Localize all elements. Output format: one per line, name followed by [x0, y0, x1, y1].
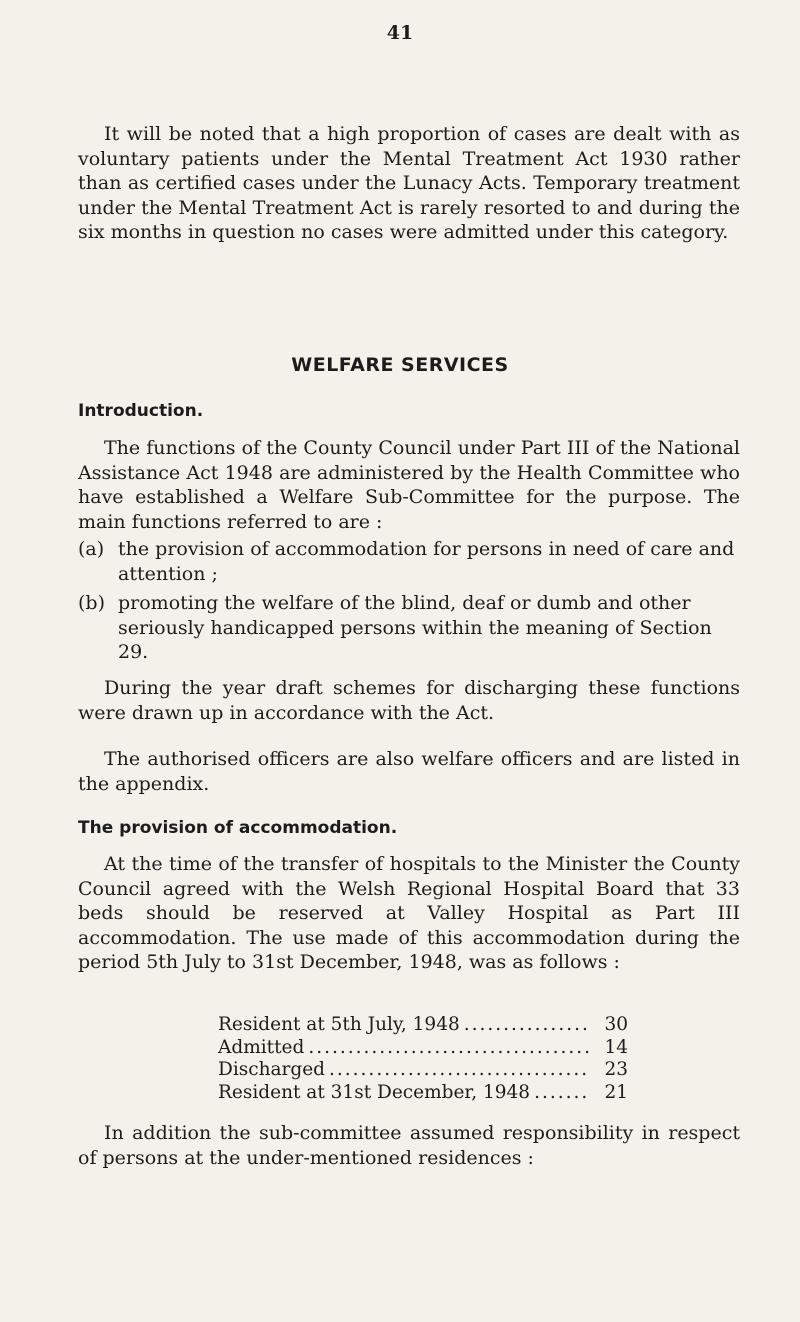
list-item-text: the provision of accommodation for persons in need of care and attention ;	[118, 538, 735, 585]
accommodation-table	[218, 1014, 628, 1104]
introduction-paragraph	[78, 747, 740, 796]
table-row	[218, 1014, 628, 1037]
list-item	[78, 537, 740, 586]
paragraph-text: The functions of the County Council under Part III of the National Assistance Act 1948 are administered by the Health Committee who have established a Welfare Sub-Committee for the purpose. The main functions referred to are :	[78, 437, 740, 533]
table-row	[218, 1082, 628, 1105]
paragraph-text: At the time of the transfer of hospitals to the Minister the County Council agreed with the Welsh Regional Hospital Board that 33 beds should be reserved at Valley Hospital as Part III accommodation. The use made of this accommodation during the period 5th July to 31st December, 1948, was as follows :	[78, 853, 740, 973]
paragraph-text: It will be noted that a high proportion of cases are dealt with as voluntary patients under the Mental Treatment Act 1930 rather than as certified cases under the Lunacy Acts. Temporary treatment under the Mental Treatment Act is rarely resorted to and during the six months in question no cases were admitted under this category.	[78, 123, 740, 243]
row-label: Admitted	[218, 1036, 305, 1058]
accommodation-title: The provision of accommodation.	[78, 818, 398, 838]
row-value: 14	[604, 1036, 628, 1058]
introduction-paragraph	[78, 676, 740, 725]
list-item-text: promoting the welfare of the blind, deaf or dumb and other seriously handicapped persons within the meaning of Section 29.	[118, 592, 712, 663]
row-label: Resident at 31st December, 1948	[218, 1081, 531, 1103]
introduction-paragraph	[78, 436, 740, 534]
table-row	[218, 1037, 628, 1060]
list-item-label: (b)	[78, 592, 105, 614]
dot-leader	[329, 1059, 590, 1080]
row-value: 23	[604, 1059, 628, 1080]
row-value: 21	[604, 1081, 628, 1103]
section-heading: WELFARE SERVICES	[291, 354, 509, 376]
dot-leader	[534, 1082, 590, 1103]
paragraph-text: In addition the sub-committee assumed responsibility in respect of persons at the under-mentioned residences :	[78, 1122, 740, 1169]
paragraph-text: During the year draft schemes for discharging these functions were drawn up in accordance with the Act.	[78, 677, 740, 724]
dot-leader	[464, 1014, 590, 1035]
accommodation-paragraph	[78, 852, 740, 975]
list-item	[78, 591, 740, 665]
row-value: 30	[604, 1014, 628, 1035]
table-row	[218, 1059, 628, 1082]
row-label: Resident at 5th July, 1948	[218, 1014, 460, 1035]
introduction-title: Introduction.	[78, 401, 204, 421]
page-number: 41	[386, 22, 414, 44]
intro-paragraph	[78, 122, 740, 245]
dot-leader	[308, 1037, 590, 1058]
list-item-label: (a)	[78, 538, 105, 560]
paragraph-text: The authorised officers are also welfare officers and are listed in the appendix.	[78, 748, 740, 795]
row-label: Discharged	[218, 1059, 326, 1080]
accommodation-paragraph	[78, 1121, 740, 1170]
